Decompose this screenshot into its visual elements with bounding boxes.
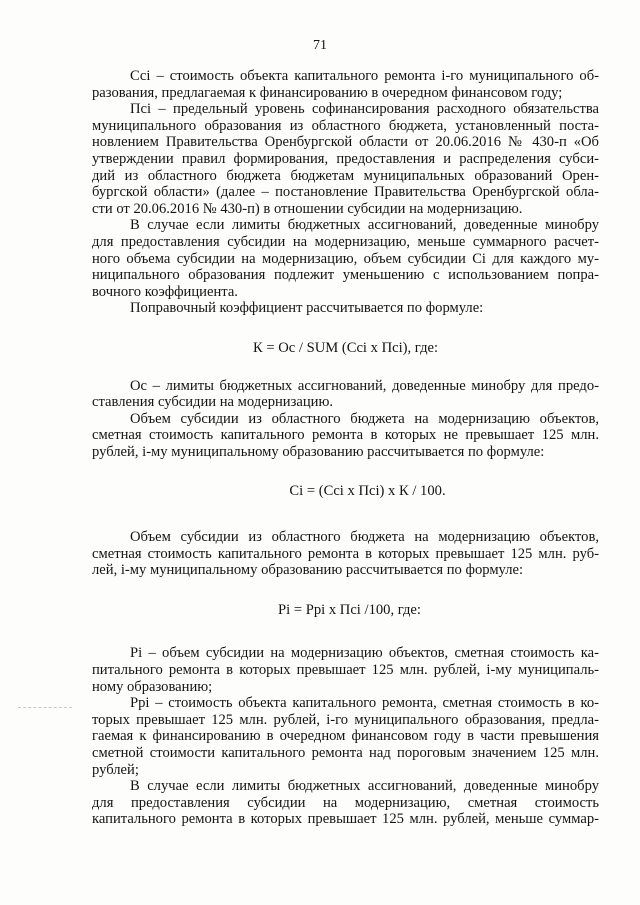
formula-correction-coefficient: К = Ос / SUM (Ccі х Пci), где:	[252, 339, 439, 356]
text-line: разования, предлагаемая к финансированию в очередном финансовом году;	[92, 84, 563, 101]
text-line: Ppi – стоимость объекта капитального ремонта, сметная стоимость в ко-	[130, 695, 599, 712]
text-line: сметная стоимость капитального ремонта в которых превышает 125 млн. руб-	[92, 545, 599, 562]
text-line: муниципального образования из областного бюджета, установленный поста-	[92, 117, 599, 134]
text-line: лей, i-му муниципальному образованию рассчитывается по формуле:	[92, 562, 524, 579]
text-line: утверждении правил формирования, предоставления и распределения субси-	[92, 150, 599, 167]
text-line: капитального ремонта в которых превышает 125 млн. рублей, меньше суммар-	[92, 811, 599, 828]
margin-scan-mark	[18, 707, 72, 709]
text-line: Ссi – стоимость объекта капитального ремонта i-го муниципального об-	[130, 68, 599, 84]
text-line: сти от 20.06.2016 № 430-п) в отношении субсидии на модернизацию.	[92, 200, 523, 217]
text-line: ному образованию;	[92, 678, 213, 695]
text-line: В случае если лимиты бюджетных ассигнований, доведенные минобру	[130, 778, 599, 795]
formula-pi: Pi = Ppi х Пci /100, где:	[278, 601, 421, 618]
text-line: гаемая к финансированию в очередном финансовом году в части превышения	[92, 728, 599, 745]
text-line: торых превышает 125 млн. рублей, i-го муниципального образования, предла-	[92, 711, 599, 728]
text-line: рублей;	[92, 761, 139, 778]
text-line: сметной стоимости капитального ремонта над пороговым значением 125 млн.	[92, 745, 599, 761]
document-body	[92, 68, 599, 828]
paragraph-correction-intro	[92, 300, 599, 317]
paragraph-subsidy-over-125	[92, 529, 599, 579]
paragraph-oc-definition	[92, 378, 599, 411]
text-line: для предоставления субсидии на модернизацию, сметная стоимость	[92, 794, 599, 811]
text-line: Объем субсидии из областного бюджета на модернизацию объектов,	[130, 410, 599, 427]
text-line: вочного коэффициента.	[92, 283, 238, 300]
paragraph-correction-condition	[92, 217, 599, 300]
paragraph-subsidy-under-125	[92, 411, 599, 461]
formula-ci: Ci = (Cci х Пci) х К / 100.	[289, 483, 446, 500]
text-line: для предоставления субсидии на модернизацию, меньше суммарного расчет-	[92, 233, 599, 250]
text-line: ниципального образования подлежит уменьшению с использованием попра-	[92, 267, 599, 284]
text-line: ставления субсидии на модернизацию.	[92, 394, 334, 411]
text-line: ного объема субсидии на модернизацию, объем субсидии Ci для каждого му-	[92, 250, 599, 267]
text-line: Пci – предельный уровень софинансирования расходного обязательства	[130, 101, 599, 118]
text-line: питального ремонта в которых превышает 125 млн. рублей, i-му муниципаль-	[92, 662, 599, 679]
text-line: В случае если лимиты бюджетных ассигнований, доведенные минобру	[130, 217, 599, 234]
text-line: рублей, i-му муниципальному образованию рассчитывается по формуле:	[92, 443, 545, 460]
text-line: бургской области» (далее – постановление Правительства Оренбургской обла-	[92, 184, 599, 201]
text-line: Ос – лимиты бюджетных ассигнований, доведенные минобру для предо-	[130, 377, 599, 394]
text-line: Поправочный коэффициент рассчитывается по формуле:	[130, 300, 484, 317]
text-line: Объем субсидии из областного бюджета на модернизацию объектов,	[130, 529, 599, 546]
text-line: сметная стоимость капитального ремонта в которых не превышает 125 млн.	[92, 427, 599, 444]
text-line: новлением Правительства Оренбургской области от 20.06.2016 № 430-п «Об	[92, 134, 599, 151]
paragraph-over-125-condition	[92, 778, 599, 828]
text-line: дий из областного бюджета бюджетам муниципальных образований Орен-	[92, 167, 599, 184]
paragraph-cci-definition	[92, 68, 599, 101]
text-line: Pi – объем субсидии на модернизацию объектов, сметная стоимость ка-	[130, 645, 599, 662]
paragraph-pi-definition	[92, 645, 599, 695]
page-number: 71	[313, 38, 327, 53]
paragraph-pci-definition	[92, 101, 599, 217]
paragraph-ppi-definition	[92, 695, 599, 778]
